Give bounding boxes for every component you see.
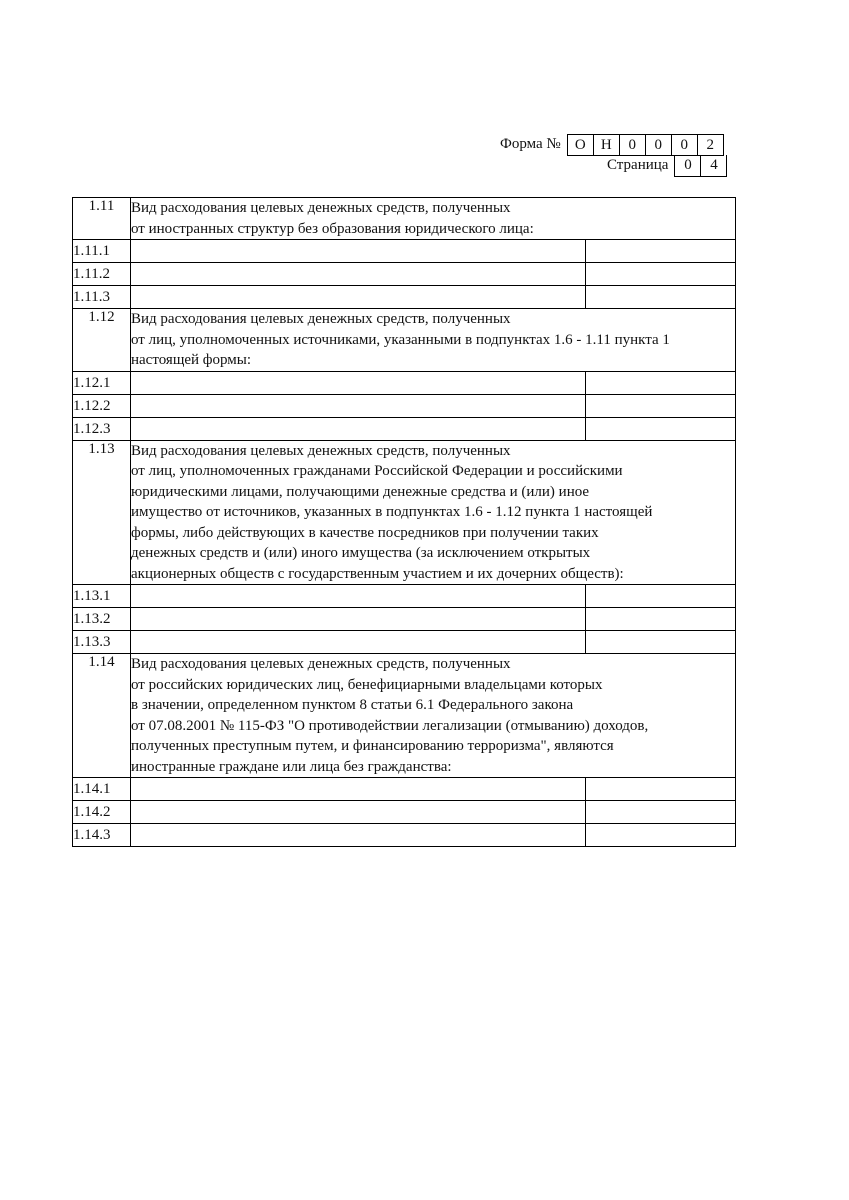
subitem-number: 1.13.2	[73, 608, 131, 631]
table-row	[73, 631, 736, 654]
table-row	[73, 608, 736, 631]
description-line: Вид расходования целевых денежных средств, полученных	[131, 442, 511, 459]
description-line: Вид расходования целевых денежных средств, полученных	[131, 200, 511, 216]
subitem-number: 1.13.3	[73, 631, 131, 654]
subitem-number: 1.12.3	[73, 417, 131, 440]
section-number: 1.14	[73, 654, 131, 778]
subitem-number: 1.14.3	[73, 824, 131, 847]
table-row	[73, 371, 736, 394]
amount-field[interactable]	[586, 417, 736, 440]
description-line: от иностранных структур без образования юридического лица:	[131, 220, 534, 237]
entry-field[interactable]	[131, 286, 586, 309]
page-number-cell: 4	[701, 155, 727, 177]
description-line: от 07.08.2001 № 115-ФЗ "О противодействии легализации (отмыванию) доходов,	[131, 717, 649, 734]
form-code-cell: 0	[620, 134, 646, 156]
entry-field[interactable]	[131, 240, 586, 263]
table-row	[73, 286, 736, 309]
amount-field[interactable]	[586, 824, 736, 847]
amount-field[interactable]	[586, 240, 736, 263]
form-table	[72, 197, 736, 847]
amount-field[interactable]	[586, 631, 736, 654]
description-line: настоящей формы:	[131, 352, 252, 368]
amount-field[interactable]	[586, 286, 736, 309]
entry-field[interactable]	[131, 631, 586, 654]
description-line: полученных преступным путем, и финансированию терроризма", являются	[131, 738, 614, 754]
table-row	[73, 824, 736, 847]
form-number-header	[500, 134, 724, 155]
description-line: Вид расходования целевых денежных средств, полученных	[131, 656, 511, 672]
page-number-header	[607, 155, 727, 176]
table-row	[73, 394, 736, 417]
section-description	[131, 654, 736, 778]
entry-field[interactable]	[131, 778, 586, 801]
amount-field[interactable]	[586, 778, 736, 801]
subitem-number: 1.11.3	[73, 286, 131, 309]
description-line: от лиц, уполномоченных источниками, указанными в подпунктах 1.6 - 1.11 пункта 1	[131, 331, 670, 348]
form-code-cell: 0	[672, 134, 698, 156]
page-label: Страница	[607, 157, 669, 173]
subitem-number: 1.11.1	[73, 240, 131, 263]
description-line: имущество от источников, указанных в подпунктах 1.6 - 1.12 пункта 1 настоящей	[131, 504, 653, 520]
form-code-cell: Н	[594, 134, 620, 156]
subitem-number: 1.12.1	[73, 371, 131, 394]
table-row	[73, 417, 736, 440]
section-number: 1.13	[73, 440, 131, 585]
description-line: акционерных обществ с государственным участием и их дочерних обществ):	[131, 565, 624, 582]
section-description	[131, 440, 736, 585]
form-number-label: Форма №	[500, 136, 561, 152]
section-row	[73, 309, 736, 372]
form-code-cell: О	[568, 134, 594, 156]
subitem-number: 1.14.1	[73, 778, 131, 801]
amount-field[interactable]	[586, 585, 736, 608]
description-line: формы, либо действующих в качестве посредников при получении таких	[131, 524, 599, 541]
table-row	[73, 778, 736, 801]
table-row	[73, 801, 736, 824]
entry-field[interactable]	[131, 585, 586, 608]
entry-field[interactable]	[131, 417, 586, 440]
subitem-number: 1.13.1	[73, 585, 131, 608]
entry-field[interactable]	[131, 263, 586, 286]
section-description	[131, 309, 736, 372]
description-line: иностранные граждане или лица без гражданства:	[131, 758, 452, 775]
section-row	[73, 198, 736, 240]
page-number-boxes	[674, 155, 727, 177]
amount-field[interactable]	[586, 263, 736, 286]
table-row	[73, 240, 736, 263]
description-line: Вид расходования целевых денежных средств, полученных	[131, 311, 511, 327]
entry-field[interactable]	[131, 371, 586, 394]
table-row	[73, 585, 736, 608]
entry-field[interactable]	[131, 824, 586, 847]
amount-field[interactable]	[586, 394, 736, 417]
subitem-number: 1.11.2	[73, 263, 131, 286]
description-line: от российских юридических лиц, бенефициарными владельцами которых	[131, 676, 603, 693]
form-code-cell: 2	[698, 134, 724, 156]
description-line: денежных средств и (или) иного имущества (за исключением открытых	[131, 545, 591, 561]
amount-field[interactable]	[586, 801, 736, 824]
subitem-number: 1.14.2	[73, 801, 131, 824]
form-code-boxes	[567, 134, 724, 156]
entry-field[interactable]	[131, 801, 586, 824]
section-row	[73, 654, 736, 778]
description-line: в значении, определенном пунктом 8 статьи 6.1 Федерального закона	[131, 697, 574, 713]
section-description	[131, 198, 736, 240]
amount-field[interactable]	[586, 371, 736, 394]
form-code-cell: 0	[646, 134, 672, 156]
subitem-number: 1.12.2	[73, 394, 131, 417]
section-row	[73, 440, 736, 585]
amount-field[interactable]	[586, 608, 736, 631]
section-number: 1.11	[73, 198, 131, 240]
section-number: 1.12	[73, 309, 131, 372]
entry-field[interactable]	[131, 394, 586, 417]
table-row	[73, 263, 736, 286]
entry-field[interactable]	[131, 608, 586, 631]
description-line: от лиц, уполномоченных гражданами Российской Федерации и российскими	[131, 463, 623, 479]
page-number-cell: 0	[675, 155, 701, 177]
description-line: юридическими лицами, получающими денежные средства и (или) иное	[131, 483, 590, 500]
